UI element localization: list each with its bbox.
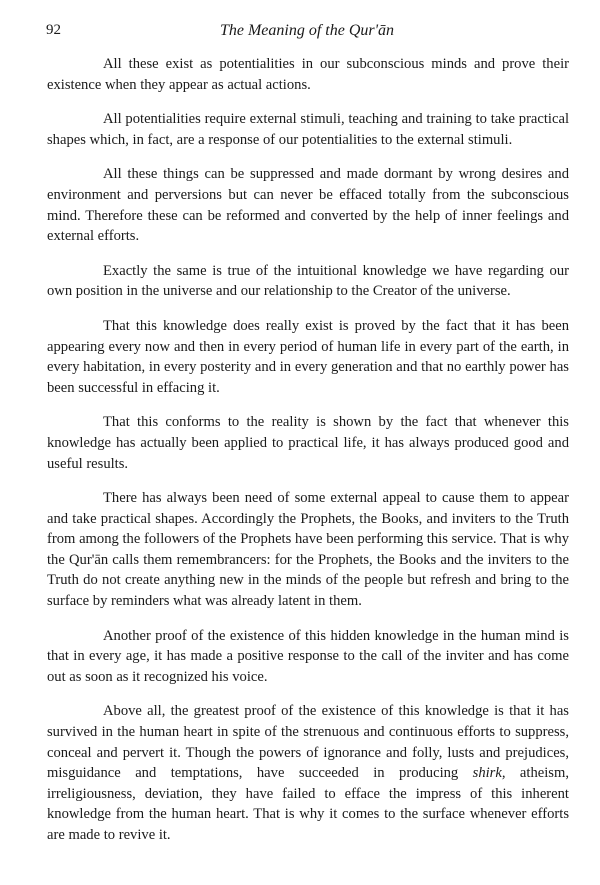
paragraph-reality-conformity: That this conforms to the reality is shown by the fact that whenever this knowledge has actually been applied to practical life, it has always produced good and useful results. — [47, 414, 569, 472]
running-title: The Meaning of the Qur'ān — [219, 22, 395, 39]
emphasized-term: shirk, — [472, 765, 506, 782]
paragraph-external-appeal: There has always been need of some external appeal to cause them to appear and take practical shapes. Accordingly the Prophets, the Books, and inviters to the Truth from among the followers of the Prophets have been performing this service. That is why the Qur'ān calls them remembrancers: for the Prophets, the Books and the inviters to the Truth do not create anything new in the minds of the people but refresh and bring to the surface by reminders what was already latent in them. — [47, 490, 569, 610]
paragraph-potentialities: All these exist as potentialities in our subconscious minds and prove their existence when they appear as actual actions. — [47, 56, 569, 93]
paragraph-existence-proof: That this knowledge does really exist is proved by the fact that it has been appearing every now and then in every period of human life in every part of the earth, in every habitation, in every posterity and in every generation and that no earthly power has been successful in effacing it. — [47, 317, 569, 396]
page-header — [46, 22, 568, 46]
paragraph-stimuli: All potentialities require external stimuli, teaching and training to take practical shapes which, in fact, are a response of our potentialities to the external stimuli. — [47, 111, 569, 148]
page-number: 92 — [46, 22, 61, 38]
paragraph-hidden-knowledge: Another proof of the existence of this hidden knowledge in the human mind is that in every age, it has made a positive response to the call of the inviter and has come out as soon as it recognized his voice. — [47, 627, 569, 685]
body-text — [47, 54, 569, 860]
greatest-proof-text-start: Above all, the greatest proof of the existence of this knowledge is that it has survived in the human heart in spite of the strenuous and continuous efforts to suppress, conceal and pervert it. Though the powers of ignorance and folly, lusts and prejudices, misguidance and temptations, have succeeded in producing — [47, 703, 569, 782]
paragraph-greatest-proof — [47, 701, 569, 845]
greatest-proof-text-end: atheism, irreligiousness, deviation, they have failed to efface the impress of this inherent knowledge from the human heart. That is why it comes to the surface whenever efforts are made to revive it. — [47, 765, 569, 843]
paragraph-suppression: All these things can be suppressed and made dormant by wrong desires and environment and perversions but can never be effaced totally from the subconscious mind. Therefore these can be reformed and converted by the help of inner feelings and external efforts. — [47, 166, 569, 245]
paragraph-intuitional-knowledge: Exactly the same is true of the intuitional knowledge we have regarding our own position in the universe and our relationship to the Creator of the universe. — [47, 262, 569, 300]
